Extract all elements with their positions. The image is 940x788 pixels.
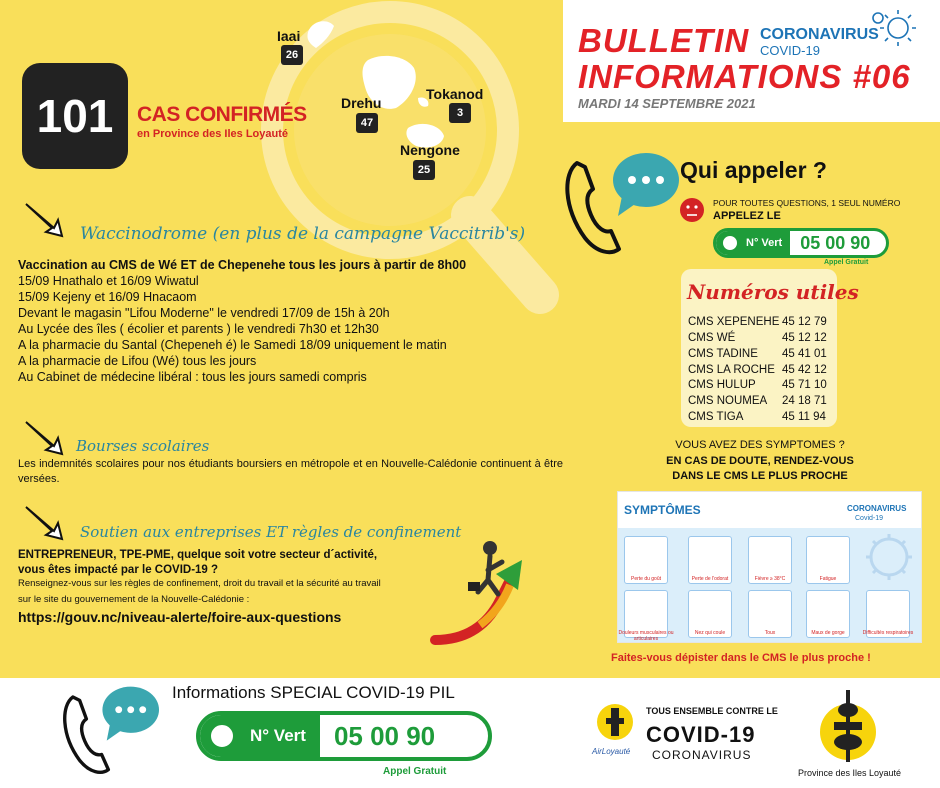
ensemble-line3: CORONAVIRUS [652, 748, 752, 762]
cases-count: 101 [22, 63, 128, 169]
footer-appel-gratuit: Appel Gratuit [383, 766, 447, 777]
qui-appeler-line2: APPELEZ LE [713, 210, 781, 222]
soutien-title: Soutien aux entreprises ET règles de confinement [80, 523, 462, 541]
vaccin-line: Au Lycée des îles ( écolier et parents ) le vendredi 7h30 et 12h30 [18, 322, 379, 336]
province-logo [816, 686, 880, 766]
symptoms-answer-line1: EN CAS DE DOUTE, RENDEZ-VOUS [666, 455, 854, 467]
footer-info: Informations SPECIAL COVID-19 PIL [172, 683, 455, 702]
island-iaai-count: 26 [281, 45, 303, 65]
symptom-label: Douleurs musculaires ou articulaires [618, 630, 674, 642]
vaccin-title: Waccinodrome (en plus de la campagne Vaccitrib's) [80, 224, 526, 244]
symptom-label: Fièvre ≥ 38°C [754, 576, 786, 582]
virus-icon [868, 6, 918, 50]
numeros-utiles-title: Numéros utiles [687, 280, 859, 304]
coronavirus-title: CORONAVIRUS [760, 26, 879, 43]
soutien-bold-line2: vous êtes impacté par le COVID-19 ? [18, 564, 219, 576]
soutien-link[interactable]: https://gouv.nc/niveau-alerte/foire-aux-questions [18, 609, 342, 625]
qui-appeler-line1: POUR TOUTES QUESTIONS, 1 SEUL NUMÉRO [713, 198, 901, 208]
symptom-label: Difficultés respiratoires [862, 630, 914, 636]
island-tokanod-name: Tokanod [426, 86, 484, 102]
symptoms-card-corona: CORONAVIRUS [847, 504, 907, 513]
phone-handset-icon [208, 722, 236, 750]
cases-label: CAS CONFIRMÉS [137, 103, 307, 126]
speech-bubble-icon [98, 684, 160, 744]
numero-vert-number: 05 00 90 [800, 232, 871, 253]
vaccin-line: A la pharmacie du Santal (Chepeneh é) le Samedi 18/09 uniquement le matin [18, 338, 447, 352]
air-loyaute-label: AirLoyauté [592, 747, 631, 756]
symptoms-answer-line2: DANS LE CMS LE PLUS PROCHE [672, 470, 848, 482]
island-nengone-name: Nengone [400, 142, 460, 158]
symptom-label: Maux de gorge [811, 630, 845, 636]
depister-text: Faites-vous dépister dans le CMS le plus proche ! [611, 652, 871, 664]
symptoms-question: VOUS AVEZ DES SYMPTOMES ? [675, 439, 845, 451]
coronavirus-subtitle: COVID-19 [760, 43, 820, 58]
symptom-label: Toux [764, 630, 776, 636]
qui-appeler-title: Qui appeler ? [680, 157, 827, 183]
island-nengone-count: 25 [413, 160, 435, 180]
bulletin-title-line2: INFORMATIONS #06 [578, 58, 911, 95]
province-label: Province des Iles Loyauté [798, 768, 902, 778]
symptoms-card-title: SYMPTÔMES [624, 503, 701, 517]
symptoms-card-covid: Covid-19 [855, 515, 884, 522]
island-iaai-name: Iaai [277, 28, 301, 44]
footer-numero-vert-badge[interactable] [196, 711, 492, 761]
virus-icon [860, 528, 918, 586]
bulletin-date: MARDI 14 SEPTEMBRE 2021 [578, 96, 756, 111]
symptom-label: Nez qui coule [694, 630, 726, 636]
business-growth-icon [430, 530, 545, 650]
island-drehu-name: Drehu [341, 95, 382, 111]
footer-numero-vert-number: 05 00 90 [333, 720, 436, 751]
vaccin-line: A la pharmacie de Lifou (Wé) tous les jours [18, 354, 257, 368]
symptom-label: Perte du goût [630, 576, 662, 582]
soutien-text-line2: sur le site du gouvernement de la Nouvelle-Calédonie : [18, 594, 250, 605]
ensemble-line2: COVID-19 [646, 722, 756, 747]
island-tokanod-count: 3 [449, 103, 471, 123]
vaccin-line: Au Cabinet de médecine libéral : tous les jours samedi compris [18, 370, 367, 384]
air-loyaute-logo [595, 700, 635, 745]
vaccin-heading: Vaccination au CMS de Wé ET de Chepenehe tous les jours à partir de 8h00 [18, 258, 467, 272]
vaccin-line: 15/09 Hnathalo et 16/09 Wiwatul [18, 274, 199, 288]
vaccin-line: Devant le magasin "Lifou Moderne" le vendredi 17/09 de 15h à 20h [18, 306, 390, 320]
vaccin-line: 15/09 Kejeny et 16/09 Hnacaom [18, 290, 197, 304]
thinking-face-icon [677, 195, 707, 223]
symptom-label: Fatigue [819, 576, 837, 582]
arrow-icon [22, 503, 68, 543]
island-drehu-count: 47 [356, 113, 378, 133]
bourses-title: Bourses scolaires [76, 437, 210, 455]
phone-handset-icon [721, 234, 739, 252]
footer-numero-vert-label: N° Vert [200, 715, 320, 757]
arrow-icon [22, 418, 68, 458]
cases-subtitle: en Province des Iles Loyauté [137, 128, 289, 140]
ensemble-line1: TOUS ENSEMBLE CONTRE LE [646, 706, 778, 716]
numero-vert-badge[interactable] [713, 228, 889, 258]
bourses-text: Les indemnités scolaires pour nos étudiants boursiers en métropole et en Nouvelle-Calédonie continuent à être versées. [18, 458, 563, 485]
bulletin-title-line1: BULLETIN [578, 22, 750, 59]
appel-gratuit-label: Appel Gratuit [824, 259, 869, 266]
numero-vert-label: N° Vert [716, 231, 790, 255]
speech-bubble-icon [608, 150, 680, 220]
symptom-label: Perte de l'odorat [691, 576, 729, 582]
soutien-bold-line1: ENTREPRENEUR, TPE-PME, quelque soit votre secteur d´activité, [18, 549, 378, 561]
arrow-icon [22, 200, 68, 240]
soutien-text-line1: Renseignez-vous sur les règles de confinement, droit du travail et la sécurité au travail [18, 578, 381, 589]
